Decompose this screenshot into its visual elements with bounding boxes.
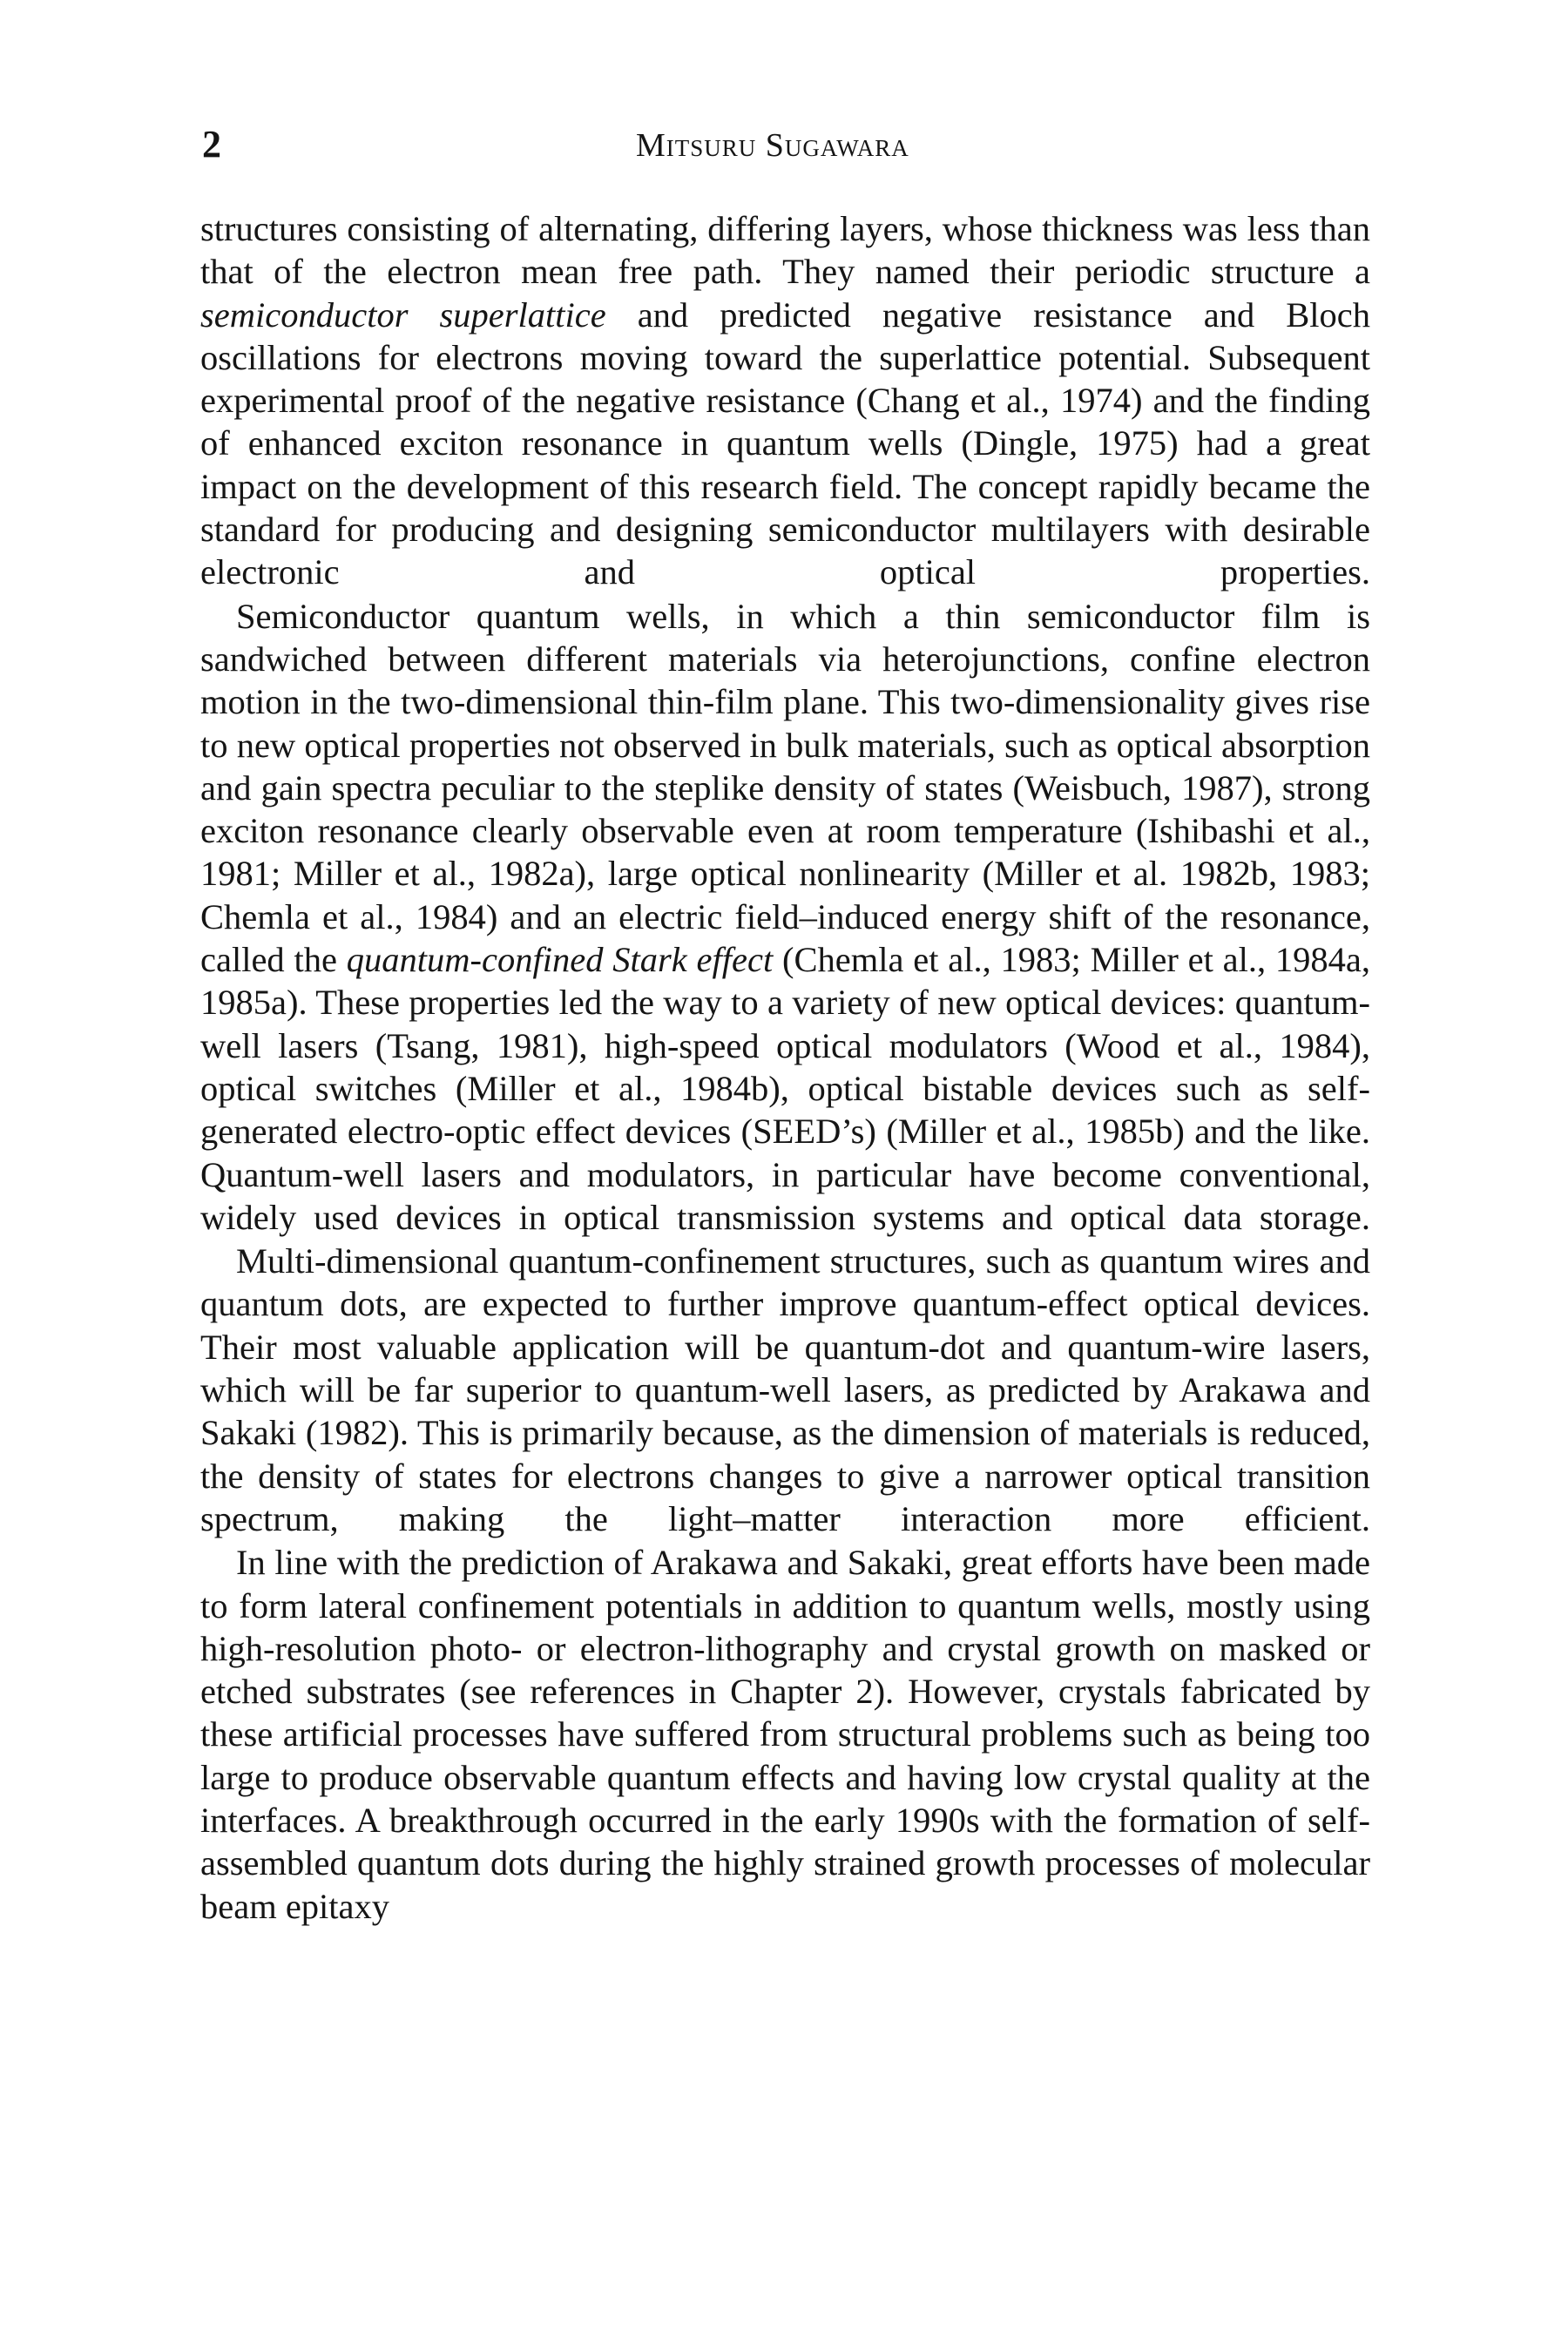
text-segment: In line with the prediction of Arakawa and Sakaki, great efforts have been made to form lateral confinement potentials in addition to quantum wells, mostly using high-resolution photo- or electron-lithography and crystal growth on masked or etched substrates (see references in Chapter 2). However, crystals fabricated by these artificial processes have suffered from structural problems such as being too large to produce observable quantum effects and having low crystal quality at the interfaces. A breakthrough occurred in the early 1990s with the formation of self-assembled quantum dots during the highly strained growth processes of molecular beam epitaxy <box>200 1543 1370 1926</box>
paragraph-quantum-wells <box>200 595 1370 1239</box>
text-segment: Semiconductor quantum wells, in which a thin semiconductor film is sandwiched between different materials via heterojunctions, confine electron motion in the two-dimensional thin-film plane. This two-dimensionality gives rise to new optical properties not observed in bulk materials, such as optical absorption and gain spectra peculiar to the steplike density of states (Weisbuch, 1987), strong exciton resonance clearly observable even at room temperature (Ishibashi et al., 1981; Miller et al., 1982a), large optical nonlinearity (Miller et al. 1982b, 1983; Chemla et al., 1984) and an electric field–induced energy shift of the resonance, called the <box>200 596 1370 980</box>
text-segment: (Chemla et al., 1983; Miller et al., 1984a, 1985a). These properties led the way to a variety of new optical devices: quantum-well lasers (Tsang, 1981), high-speed optical modulators (Wood et al., 1984), optical switches (Miller et al., 1984b), optical bistable devices such as self-generated electro-optic effect devices (SEED’s) (Miller et al., 1985b) and the like. Quantum-well lasers and modulators, in particular have become conventional, widely used devices in optical transmission systems and optical data storage. <box>200 940 1370 1237</box>
body-text <box>200 207 1370 1928</box>
text-segment: and predicted negative resistance and Bloch oscillations for electrons moving toward the superlattice potential. Subsequent experimental proof of the negative resistance (Chang et al., 1974) and the finding of enhanced exciton resonance in quantum wells (Dingle, 1975) had a great impact on the development of this research field. The concept rapidly became the standard for producing and designing semiconductor multilayers with desirable electronic and optical properties. <box>200 294 1370 592</box>
paragraph-multi-dimensional <box>200 1240 1370 1540</box>
paragraph-lateral-confinement <box>200 1541 1370 1928</box>
running-head: Mitsuru Sugawara <box>636 127 909 164</box>
paragraph-superlattice <box>200 207 1370 594</box>
text-segment: structures consisting of alternating, differing layers, whose thickness was less than that of the electron mean free path. They named their periodic structure a <box>200 209 1370 292</box>
text-segment: Multi-dimensional quantum-confinement structures, such as quantum wires and quantum dots, are expected to further improve quantum-effect optical devices. Their most valuable application will be quantum-dot and quantum-wire lasers, which will be far superior to quantum-well lasers, as predicted by Arakawa and Sakaki (1982). This is primarily because, as the dimension of materials is reduced, the density of states for electrons changes to give a narrower optical transition spectrum, making the light–matter interaction more efficient. <box>200 1241 1370 1538</box>
italic-term: quantum-confined Stark effect <box>346 940 774 980</box>
italic-term: semiconductor superlattice <box>200 294 606 335</box>
page-number: 2 <box>202 123 221 166</box>
